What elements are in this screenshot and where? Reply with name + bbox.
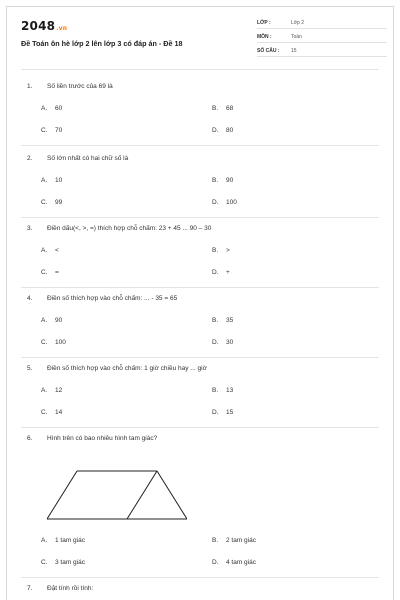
figure-right-edge [157, 471, 187, 519]
question-divider [21, 357, 379, 358]
question-text: Số lớn nhất có hai chữ số là [47, 155, 129, 162]
question-text: Điền số thích hợp vào chỗ chấm: 1 giờ chiều hay ... giờ [47, 365, 207, 372]
option-d[interactable]: D. 4 tam giác [212, 559, 256, 566]
question-text: Điền dấu(<, >, =) thích hợp chỗ chấm: 23 + 45 ... 90 – 30 [47, 225, 212, 232]
option-a[interactable]: A. 60 [41, 105, 63, 112]
option-c[interactable]: C. 99 [41, 199, 63, 206]
question-divider [21, 427, 379, 428]
option-a[interactable]: A. < [41, 247, 59, 254]
question-text: Hình trên có bao nhiêu hình tam giác? [47, 435, 158, 442]
option-d[interactable]: D. 30 [212, 339, 234, 346]
triangle-figure [47, 465, 187, 525]
meta-key: LỚP : [257, 20, 271, 26]
header-divider [21, 69, 379, 70]
option-d[interactable]: D. 80 [212, 127, 234, 134]
question-divider [21, 217, 379, 218]
meta-count-row [257, 45, 387, 57]
question-divider [21, 145, 379, 146]
question-number: 7. [27, 585, 33, 592]
option-c[interactable]: C. = [41, 269, 59, 276]
meta-class-row [257, 17, 387, 29]
option-d[interactable]: D. + [212, 269, 230, 276]
option-b[interactable]: B. 68 [212, 105, 234, 112]
meta-key: SỐ CÂU : [257, 48, 280, 54]
option-c[interactable]: C. 70 [41, 127, 63, 134]
option-a[interactable]: A. 10 [41, 177, 63, 184]
question-number: 2. [27, 155, 33, 162]
option-d[interactable]: D. 100 [212, 199, 237, 206]
option-b[interactable]: B. > [212, 247, 230, 254]
figure-middle-edge [127, 471, 157, 519]
question-divider [21, 577, 379, 578]
question-text: Đặt tính rồi tính: [47, 585, 94, 592]
meta-value: Lớp 2 [291, 20, 305, 26]
question-number: 4. [27, 295, 33, 302]
question-number: 6. [27, 435, 33, 442]
question-text: Số liền trước của 69 là [47, 83, 113, 90]
meta-value: 15 [291, 48, 297, 54]
meta-subject-row [257, 31, 387, 43]
option-b[interactable]: B. 13 [212, 387, 234, 394]
option-a[interactable]: A. 1 tam giác [41, 537, 85, 544]
option-c[interactable]: C. 3 tam giác [41, 559, 85, 566]
option-d[interactable]: D. 15 [212, 409, 234, 416]
question-number: 5. [27, 365, 33, 372]
option-b[interactable]: B. 90 [212, 177, 234, 184]
site-logo[interactable]: 2048.vn [21, 19, 68, 33]
question-number: 3. [27, 225, 33, 232]
worksheet [6, 6, 394, 600]
document-title: Đề Toán ôn hè lớp 2 lên lớp 3 có đáp án - Đề 18 [21, 39, 183, 48]
option-a[interactable]: A. 90 [41, 317, 63, 324]
option-b[interactable]: B. 2 tam giác [212, 537, 256, 544]
meta-key: MÔN : [257, 34, 272, 40]
option-c[interactable]: C. 100 [41, 339, 66, 346]
question-divider [21, 287, 379, 288]
option-c[interactable]: C. 14 [41, 409, 63, 416]
meta-value: Toán [291, 34, 302, 40]
option-b[interactable]: B. 35 [212, 317, 234, 324]
question-number: 1. [27, 83, 33, 90]
figure-left-edge [47, 471, 77, 519]
option-a[interactable]: A. 12 [41, 387, 63, 394]
question-text: Điền số thích hợp vào chỗ chấm: ... - 35 = 65 [47, 295, 178, 302]
